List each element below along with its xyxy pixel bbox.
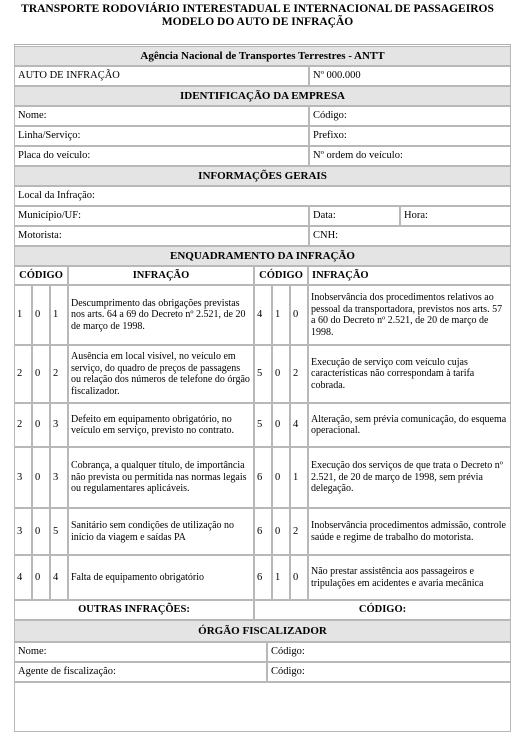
- infraction-code-digit[interactable]: 0: [272, 403, 290, 447]
- infraction-code-digit[interactable]: 1: [50, 285, 68, 345]
- infraction-description[interactable]: Alteração, sem prévia comunicação, do esquema operacional.: [308, 403, 511, 447]
- infraction-code-digit[interactable]: 2: [14, 403, 32, 447]
- infraction-code-digit[interactable]: 3: [50, 447, 68, 508]
- infraction-code-digit[interactable]: 2: [50, 345, 68, 403]
- infraction-code-digit[interactable]: 1: [290, 447, 308, 508]
- cnh-field[interactable]: CNH:: [309, 226, 511, 246]
- orgao-nome-field[interactable]: Nome:: [14, 642, 267, 662]
- title-line-2: MODELO DO AUTO DE INFRAÇÃO: [161, 16, 354, 28]
- infraction-code-digit[interactable]: 4: [290, 403, 308, 447]
- agente-fiscalizacao-field[interactable]: Agente de fiscalização:: [14, 662, 267, 682]
- orgao-codigo-field[interactable]: Código:: [267, 642, 511, 662]
- infraction-code-digit[interactable]: 0: [272, 345, 290, 403]
- infraction-code-digit[interactable]: 0: [32, 345, 50, 403]
- infraction-code-digit[interactable]: 3: [50, 403, 68, 447]
- prefixo-field[interactable]: Prefixo:: [309, 126, 511, 146]
- infraction-code-digit[interactable]: 5: [254, 403, 272, 447]
- infraction-code-digit[interactable]: 1: [272, 285, 290, 345]
- motorista-field[interactable]: Motorista:: [14, 226, 309, 246]
- infraction-code-digit[interactable]: 1: [272, 555, 290, 600]
- infraction-code-digit[interactable]: 0: [32, 508, 50, 555]
- infraction-code-digit[interactable]: 4: [254, 285, 272, 345]
- infraction-code-digit[interactable]: 0: [32, 403, 50, 447]
- infraction-code-digit[interactable]: 5: [50, 508, 68, 555]
- infraction-code-digit[interactable]: 0: [32, 447, 50, 508]
- empresa-header: IDENTIFICAÇÃO DA EMPRESA: [14, 86, 511, 106]
- document-title: [0, 3, 515, 29]
- codigo-column-header-left: CÓDIGO: [14, 266, 68, 285]
- infraction-code-digit[interactable]: 3: [14, 508, 32, 555]
- infraction-code-digit[interactable]: 1: [14, 285, 32, 345]
- infraction-description[interactable]: Defeito em equipamento obrigatório, no veículo em serviço, previsto no contrato.: [68, 403, 254, 447]
- infraction-code-digit[interactable]: 5: [254, 345, 272, 403]
- ordem-veiculo-field[interactable]: Nº ordem do veículo:: [309, 146, 511, 166]
- infraction-code-digit[interactable]: 3: [14, 447, 32, 508]
- linha-servico-field[interactable]: Linha/Serviço:: [14, 126, 309, 146]
- signature-area[interactable]: [14, 682, 511, 732]
- enquadramento-header: ENQUADRAMENTO DA INFRAÇÃO: [14, 246, 511, 266]
- infraction-code-digit[interactable]: 0: [32, 555, 50, 600]
- agente-codigo-field[interactable]: Código:: [267, 662, 511, 682]
- empresa-codigo-field[interactable]: Código:: [309, 106, 511, 126]
- infraction-description[interactable]: Descumprimento das obrigações previstas nos arts. 64 a 69 do Decreto nº 2.521, de 20 de março de 1998.: [68, 285, 254, 345]
- title-line-1: TRANSPORTE RODOVIÁRIO INTERESTADUAL E INTERNACIONAL DE PASSAGEIROS: [21, 3, 494, 15]
- infraction-code-digit[interactable]: 4: [50, 555, 68, 600]
- infraction-code-digit[interactable]: 0: [272, 508, 290, 555]
- agency-header: Agência Nacional de Transportes Terrestres - ANTT: [14, 46, 511, 66]
- infraction-description[interactable]: Falta de equipamento obrigatório: [68, 555, 254, 600]
- infraction-code-digit[interactable]: 0: [290, 285, 308, 345]
- codigo-bottom-label: CÓDIGO:: [254, 600, 511, 620]
- data-field[interactable]: Data:: [309, 206, 400, 226]
- local-infracao-field[interactable]: Local da Infração:: [14, 186, 511, 206]
- infracao-column-header-left: INFRAÇÃO: [68, 266, 254, 285]
- infraction-description[interactable]: Execução de serviço com veículo cujas características não correspondam à tarifa cobrada.: [308, 345, 511, 403]
- infraction-code-digit[interactable]: 6: [254, 555, 272, 600]
- gerais-header: INFORMAÇÕES GERAIS: [14, 166, 511, 186]
- outras-infracoes-label: OUTRAS INFRAÇÕES:: [14, 600, 254, 620]
- orgao-header: ÓRGÃO FISCALIZADOR: [14, 620, 511, 642]
- infraction-description[interactable]: Inobservância procedimentos admissão, controle saúde e regime de trabalho do motorista.: [308, 508, 511, 555]
- auto-number: Nº 000.000: [309, 66, 511, 86]
- codigo-column-header-right: CÓDIGO: [254, 266, 308, 285]
- municipio-uf-field[interactable]: Município/UF:: [14, 206, 309, 226]
- hora-field[interactable]: Hora:: [400, 206, 511, 226]
- infraction-description[interactable]: Execução dos serviços de que trata o Decreto nº 2.521, de 20 de março de 1998, sem prévia delegação.: [308, 447, 511, 508]
- infraction-description[interactable]: Cobrança, a qualquer título, de importância não prevista ou permitida nas normas legais ou regulamentares aplicáveis.: [68, 447, 254, 508]
- infraction-code-digit[interactable]: 0: [32, 285, 50, 345]
- infraction-description[interactable]: Sanitário sem condições de utilização no início da viagem e saídas PA: [68, 508, 254, 555]
- infraction-code-digit[interactable]: 6: [254, 508, 272, 555]
- infraction-description[interactable]: Não prestar assistência aos passageiros e tripulações em acidentes e avaria mecânica: [308, 555, 511, 600]
- infraction-description[interactable]: Ausência em local visível, no veículo em serviço, do quadro de preços de passagens ou relação dos números de telefone do órgão fiscalizador.: [68, 345, 254, 403]
- empresa-nome-field[interactable]: Nome:: [14, 106, 309, 126]
- infraction-code-digit[interactable]: 0: [272, 447, 290, 508]
- infraction-code-digit[interactable]: 2: [14, 345, 32, 403]
- infraction-code-digit[interactable]: 6: [254, 447, 272, 508]
- infraction-code-digit[interactable]: 0: [290, 555, 308, 600]
- infraction-code-digit[interactable]: 2: [290, 345, 308, 403]
- infraction-description[interactable]: Inobservância dos procedimentos relativos ao pessoal da transportadora, previstos nos arts. 57 a 60 do Decreto nº 2.521, de 20 de março de 1998.: [308, 285, 511, 345]
- placa-veiculo-field[interactable]: Placa do veículo:: [14, 146, 309, 166]
- auto-infracao-label: AUTO DE INFRAÇÃO: [14, 66, 309, 86]
- infracao-column-header-right: INFRAÇÃO: [308, 266, 511, 285]
- infraction-code-digit[interactable]: 2: [290, 508, 308, 555]
- infraction-code-digit[interactable]: 4: [14, 555, 32, 600]
